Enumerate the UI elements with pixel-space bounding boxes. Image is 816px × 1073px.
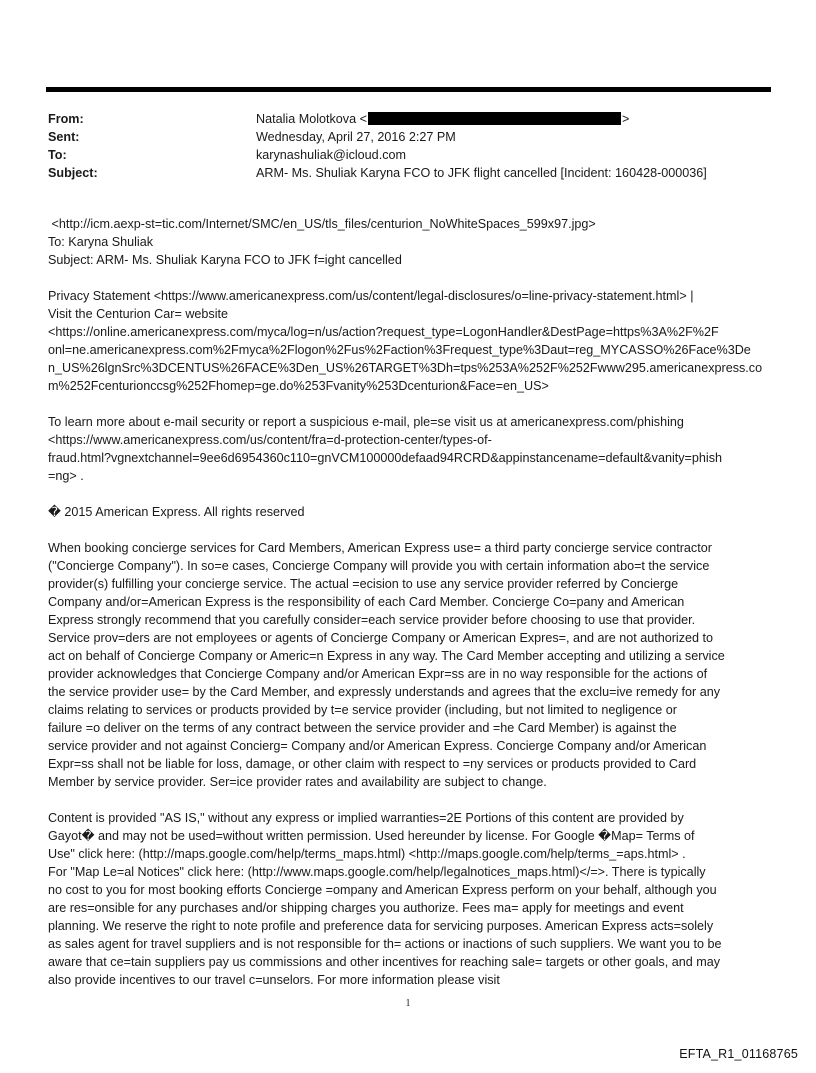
header-rule — [46, 87, 771, 92]
body-line: failure =o deliver on the terms of any contract between the service provider and =he Card Member) is against the — [48, 721, 677, 735]
body-line: provider acknowledges that Concierge Company and/or American Expr=ss are in no way responsible for the actions of — [48, 667, 708, 681]
to-row — [48, 146, 778, 164]
body-line: <https://online.americanexpress.com/myca/log=n/us/action?request_type=LogonHandler&DestPage=https%3A%2F%2F — [48, 325, 719, 339]
subject-label: Subject: — [48, 166, 98, 180]
body-line: are res=onsible for any purchases and/or shipping charges you authorize. Fees ma= apply for meetings and event — [48, 901, 684, 915]
body-line: Subject: ARM- Ms. Shuliak Karyna FCO to JFK f=ight cancelled — [48, 253, 402, 267]
intro-paragraph — [48, 215, 774, 269]
redaction-block — [368, 112, 621, 125]
from-label: From: — [48, 112, 84, 126]
body-line: Service prov=ders are not employees or agents of Concierge Company or American Expres=, and are not authorized to — [48, 631, 714, 645]
body-line: To learn more about e-mail security or report a suspicious e-mail, ple=se visit us at americanexpress.com/phishing — [48, 415, 684, 429]
body-line: Company and/or=American Express is the responsibility of each Card Member. Concierge Co=pany and American — [48, 595, 685, 609]
body-line: as sales agent for travel suppliers and is not responsible for th= actions or inactions of such suppliers. We want you to be — [48, 937, 722, 951]
body-line: Gayot� and may not be used=without written permission. Used hereunder by license. For Google �Map= Terms of — [48, 829, 695, 843]
page-number: 1 — [405, 998, 411, 1009]
body-line: Use" click here: (http://maps.google.com/help/terms_maps.html) <http://maps.google.com/help/terms_=aps.html> . — [48, 847, 686, 861]
from-value — [256, 110, 778, 128]
copyright-text: � 2015 American Express. All rights reserved — [48, 505, 305, 519]
sent-label: Sent: — [48, 130, 80, 144]
body-line: <http://icm.aexp-st=tic.com/Internet/SMC/en_US/tls_files/centurion_NoWhiteSpaces_599x97.jpg> — [48, 217, 596, 231]
body-line: To: Karyna Shuliak — [48, 235, 154, 249]
centurion-link[interactable]: Visit the Centurion Car= website — [48, 307, 229, 321]
body-line: When booking concierge services for Card Members, American Express use= a third party concierge service contractor — [48, 541, 712, 555]
subject-row — [48, 164, 778, 182]
body-line: =ng> . — [48, 469, 84, 483]
content-paragraph — [48, 809, 774, 989]
body-line: claims relating to services or products provided by t=e service provider (including, but not limited to negligence or — [48, 703, 677, 717]
security-paragraph — [48, 413, 774, 485]
bates-number: EFTA_R1_01168765 — [679, 1047, 798, 1061]
body-line: no cost to you for most booking efforts Concierge =ompany and American Express perform on your behalf, although you — [48, 883, 717, 897]
body-line: provider(s) fulfilling your concierge service. The actual =ecision to use any service provider referred by Concierge — [48, 577, 679, 591]
body-line: act on behalf of Concierge Company or Americ=n Express in any way. The Card Member accepting and utilizing a service — [48, 649, 725, 663]
body-line: ("Concierge Company"). In so=e cases, Concierge Company will provide you with certain information abo=t the service — [48, 559, 710, 573]
body-line: Member by service provider. Ser=ice provider rates and availability are subject to change. — [48, 775, 547, 789]
concierge-paragraph — [48, 539, 774, 791]
copyright-paragraph — [48, 503, 774, 521]
body-line: aware that ce=tain suppliers pay us commissions and other incentives for reaching sale= targets or other goals, and may — [48, 955, 721, 969]
body-line: also provide incentives to our travel c=unselors. For more information please visit — [48, 973, 500, 987]
to-value: karynashuliak@icloud.com — [256, 148, 406, 162]
subject-value: ARM- Ms. Shuliak Karyna FCO to JFK flight cancelled [Incident: 160428-000036] — [256, 166, 707, 180]
body-line: the service provider use= by the Card Member, and expressly understands and agrees that the exclu=ive remedy for any — [48, 685, 721, 699]
privacy-paragraph — [48, 287, 774, 395]
sent-value: Wednesday, April 27, 2016 2:27 PM — [256, 130, 456, 144]
body-line: fraud.html?vgnextchannel=9ee6d6954360c110=gnVCM100000defaad94RCRD&appinstancename=default&vanity=phish — [48, 451, 723, 465]
sent-row — [48, 128, 778, 146]
from-close: > — [621, 112, 630, 126]
email-headers — [48, 110, 778, 182]
body-line: onl=ne.americanexpress.com%2Fmyca%2Flogon%2Fus%2Faction%3Frequest_type%3Daut=reg_MYCASSO%26Face%3De — [48, 343, 751, 357]
body-line: Content is provided "AS IS," without any express or implied warranties=2E Portions of this content are provided by — [48, 811, 684, 825]
body-line: m%252Fcenturionccsg%252Fhomep=ge.do%253Fvanity%253Dcenturion&Face=en_US> — [48, 379, 549, 393]
email-body — [48, 215, 774, 1007]
body-line: Express strongly recommend that you carefully consider=each service provider before choosing to use that provider. — [48, 613, 696, 627]
phishing-link[interactable]: <https://www.americanexpress.com/us/content/fra=d-protection-center/types-of- — [48, 433, 492, 447]
body-line: service provider and not against Concierg= Company and/or American Express. Concierge Company and/or American — [48, 739, 707, 753]
body-line: n_US%26lgnSrc%3DCENTUS%26FACE%3Den_US%26TARGET%3Dh=tps%253A%252F%252Fwww295.americanexpress.co — [48, 361, 763, 375]
body-line: For "Map Le=al Notices" click here: (http://www.maps.google.com/help/legalnotices_maps.html)</=>. There is typically — [48, 865, 706, 879]
to-label: To: — [48, 148, 67, 162]
from-row — [48, 110, 778, 128]
privacy-link[interactable]: Privacy Statement <https://www.americanexpress.com/us/content/legal-disclosures/o=line-privacy-statement.html> | — [48, 289, 694, 303]
from-name: Natalia Molotkova < — [256, 112, 367, 126]
body-line: Expr=ss shall not be liable for loss, damage, or other claim with respect to =ny services or products provided to Card — [48, 757, 697, 771]
body-line: planning. We reserve the right to note profile and preference data for servicing purposes. American Express acts=solely — [48, 919, 714, 933]
